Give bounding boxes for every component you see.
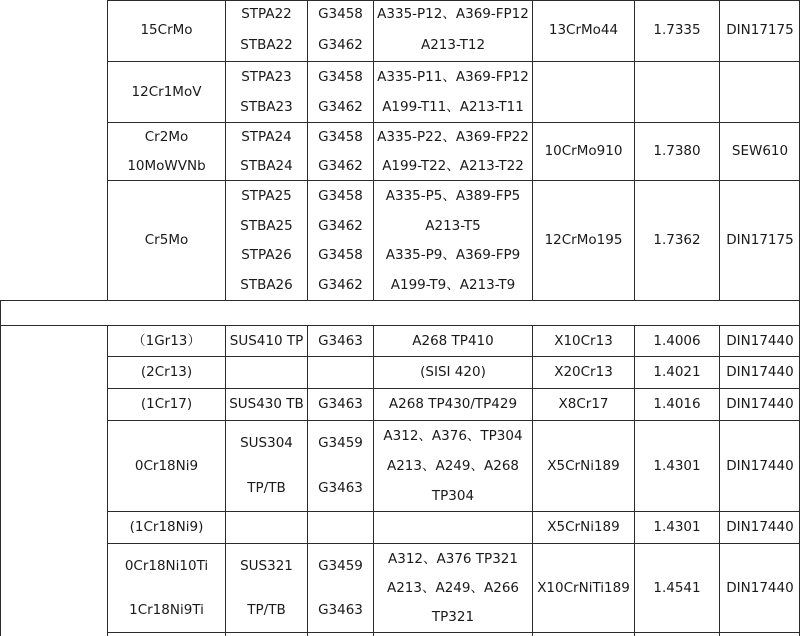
cell-text: DIN17175 (726, 21, 794, 38)
cell-text: TP304 (431, 487, 475, 504)
material-number-cell (635, 0, 719, 61)
jis-standard-cell (308, 326, 373, 356)
grade-cell (108, 62, 225, 122)
jis-grade-cell (226, 421, 307, 511)
material-number-cell (635, 181, 719, 300)
din-standard-cell (720, 181, 800, 300)
cell-text: STBA23 (240, 98, 293, 115)
cell-text: 0Cr18Ni10Ti (124, 557, 209, 574)
din-grade-cell (533, 357, 634, 388)
din-standard-cell (720, 389, 800, 420)
cell-text: STPA23 (241, 68, 292, 85)
jis-grade-cell (226, 181, 307, 300)
material-number-cell (635, 357, 719, 388)
cell-text: 1.4006 (653, 332, 701, 349)
cell-text: DIN17175 (726, 232, 794, 249)
jis-standard-cell (308, 181, 373, 300)
astm-cell (374, 62, 532, 122)
material-number-cell (635, 512, 719, 543)
cell-text: STPA26 (241, 247, 292, 264)
cell-text: G3458 (318, 68, 363, 85)
cell-text: STBA24 (240, 157, 293, 174)
cell-text: A213-T5 (425, 217, 481, 234)
din-standard-cell (720, 326, 800, 356)
cell-text: X8Cr17 (558, 396, 609, 413)
material-number-cell (635, 326, 719, 356)
cell-text: 1.4301 (653, 457, 701, 474)
astm-cell (374, 544, 532, 632)
din-standard-cell (720, 421, 800, 511)
cell-text: DIN17440 (726, 457, 794, 474)
cell-text: (2Cr13) (140, 364, 193, 381)
cell-text: G3458 (318, 129, 363, 146)
jis-grade-cell (226, 326, 307, 356)
cell-text: 1.4016 (653, 396, 701, 413)
cell-text: 12Cr1MoV (131, 83, 202, 100)
din-grade-cell (533, 123, 634, 180)
cell-text: (SISI 420) (420, 364, 486, 381)
din-grade-cell (533, 181, 634, 300)
din-grade-cell (533, 62, 634, 122)
cell-text: A312、A376、TP304 (383, 427, 523, 444)
cell-text: 12CrMo195 (544, 232, 623, 249)
cell-text: DIN17440 (726, 396, 794, 413)
din-standard-cell (720, 544, 800, 632)
grade-cell (108, 389, 225, 420)
grade-cell (108, 357, 225, 388)
cell-text: G3462 (318, 37, 363, 54)
cell-text: (1Cr18Ni9) (129, 519, 204, 536)
jis-grade-cell (226, 357, 307, 388)
jis-grade-cell (226, 512, 307, 543)
cell-text: G3463 (318, 332, 363, 349)
din-standard-cell (720, 512, 800, 543)
column-divider (0, 300, 1, 636)
cell-text: STPA22 (241, 6, 292, 23)
din-grade-cell (533, 512, 634, 543)
cell-text: G3463 (318, 601, 363, 618)
din-grade-cell (533, 389, 634, 420)
jis-standard-cell (308, 421, 373, 511)
cell-text: STBA22 (240, 37, 293, 54)
material-number-cell (635, 62, 719, 122)
jis-standard-cell (308, 389, 373, 420)
cell-text: DIN17440 (726, 579, 794, 596)
cell-text: SUS430 TB (229, 396, 304, 413)
cell-text: G3463 (318, 396, 363, 413)
cell-text: A199-T22、A213-T22 (382, 157, 524, 174)
cell-text: （1Gr13） (132, 332, 201, 349)
cell-text: STPA25 (241, 187, 292, 204)
cell-text: A335-P11、A369-FP12 (377, 68, 529, 85)
jis-grade-cell (226, 544, 307, 632)
cell-text: A213-T12 (420, 37, 486, 54)
cell-text: A335-P22、A369-FP22 (377, 129, 529, 146)
cell-text: A312、A376 TP321 (388, 550, 518, 567)
cell-text: 1.7335 (653, 21, 701, 38)
din-grade-cell (533, 0, 634, 61)
cell-text: G3462 (318, 98, 363, 115)
astm-cell (374, 326, 532, 356)
cell-text: 10MoWVNb (127, 157, 206, 174)
astm-cell (374, 181, 532, 300)
din-grade-cell (533, 544, 634, 632)
cell-text: X20Cr13 (554, 364, 613, 381)
row-divider (107, 632, 800, 633)
grade-cell (108, 326, 225, 356)
grade-cell (108, 512, 225, 543)
jis-grade-cell (226, 389, 307, 420)
cell-text: SEW610 (731, 143, 789, 160)
cell-text: 1.4541 (653, 579, 701, 596)
cell-text: 0Cr18Ni9 (134, 457, 199, 474)
cell-text: Cr5Mo (144, 232, 189, 249)
row-divider (0, 300, 800, 301)
astm-cell (374, 421, 532, 511)
cell-text: A335-P12、A369-FP12 (377, 6, 529, 23)
jis-grade-cell (226, 62, 307, 122)
astm-cell (374, 0, 532, 61)
jis-grade-cell (226, 123, 307, 180)
cell-text: G3459 (318, 435, 363, 452)
material-number-cell (635, 421, 719, 511)
cell-text: 1Cr18Ni9Ti (129, 601, 204, 618)
astm-cell (374, 123, 532, 180)
grade-cell (108, 181, 225, 300)
cell-text: SUS321 (240, 557, 293, 574)
cell-text: (1Cr17) (140, 396, 193, 413)
jis-standard-cell (308, 0, 373, 61)
grade-cell (108, 544, 225, 632)
cell-text: G3458 (318, 247, 363, 264)
cell-text: G3459 (318, 557, 363, 574)
cell-text: SUS410 TP (229, 332, 304, 349)
astm-cell (374, 389, 532, 420)
cell-text: X5CrNi189 (547, 519, 620, 536)
cell-text: G3462 (318, 277, 363, 294)
cell-text: SUS304 (240, 435, 293, 452)
din-grade-cell (533, 326, 634, 356)
jis-standard-cell (308, 544, 373, 632)
material-number-cell (635, 123, 719, 180)
cell-text: STBA25 (240, 217, 293, 234)
cell-text: 1.4301 (653, 519, 701, 536)
din-standard-cell (720, 123, 800, 180)
jis-grade-cell (226, 0, 307, 61)
cell-text: A268 TP410 (412, 332, 494, 349)
cell-text: DIN17440 (726, 364, 794, 381)
cell-text: DIN17440 (726, 519, 794, 536)
cell-text: 1.4021 (653, 364, 701, 381)
cell-text: STBA26 (240, 277, 293, 294)
din-standard-cell (720, 357, 800, 388)
cell-text: G3463 (318, 480, 363, 497)
cell-text: A335-P9、A369-FP9 (385, 247, 521, 264)
material-number-cell (635, 544, 719, 632)
astm-cell (374, 357, 532, 388)
cell-text: DIN17440 (726, 332, 794, 349)
cell-text: 15CrMo (140, 21, 193, 38)
cell-text: TP/TB (247, 480, 286, 497)
cell-text: G3458 (318, 6, 363, 23)
cell-text: A335-P5、A389-FP5 (385, 187, 521, 204)
cell-text: 10CrMo910 (544, 143, 623, 160)
jis-standard-cell (308, 357, 373, 388)
cell-text: A199-T9、A213-T9 (390, 277, 516, 294)
cell-text: 1.7362 (653, 232, 701, 249)
cell-text: STPA24 (241, 129, 292, 146)
grade-cell (108, 123, 225, 180)
cell-text: G3462 (318, 217, 363, 234)
cell-text: X10CrNiTi189 (537, 579, 630, 596)
cell-text: TP/TB (247, 601, 286, 618)
cell-text: 13CrMo44 (548, 21, 619, 38)
din-standard-cell (720, 62, 800, 122)
din-grade-cell (533, 421, 634, 511)
cell-text: G3458 (318, 187, 363, 204)
cell-text: A199-T11、A213-T11 (382, 98, 524, 115)
cell-text: A213、A249、A266 (386, 579, 519, 596)
grade-cell (108, 421, 225, 511)
din-standard-cell (720, 0, 800, 61)
cell-text: X5CrNi189 (547, 457, 620, 474)
astm-cell (374, 512, 532, 543)
material-number-cell (635, 389, 719, 420)
cell-text: X10Cr13 (554, 332, 613, 349)
jis-standard-cell (308, 123, 373, 180)
cell-text: A268 TP430/TP429 (388, 396, 518, 413)
cell-text: 1.7380 (653, 143, 701, 160)
jis-standard-cell (308, 62, 373, 122)
cell-text: TP321 (431, 609, 475, 626)
cell-text: Cr2Mo (144, 129, 189, 146)
cell-text: G3462 (318, 157, 363, 174)
grade-cell (108, 0, 225, 61)
jis-standard-cell (308, 512, 373, 543)
cell-text: A213、A249、A268 (386, 457, 519, 474)
